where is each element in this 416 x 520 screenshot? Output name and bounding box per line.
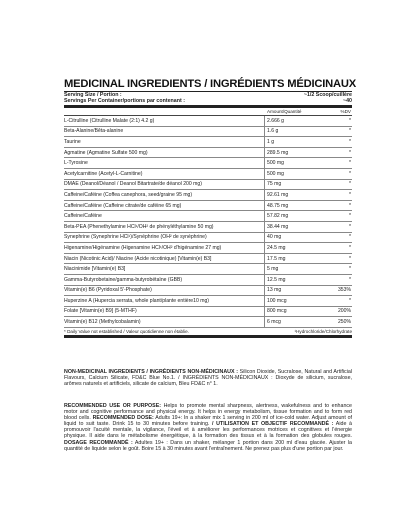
serving-size-label: Serving Size / Portion : [64,92,122,98]
ingredient-amount: 500 mg [264,169,325,179]
ingredient-amount: 24.5 mg [264,243,325,253]
ingredient-dv: * [349,117,351,124]
ingredient-row [64,190,352,201]
ingredient-name: Vitamin(e) B6 (Pyridoxal 5'-Phosphate) [64,287,152,294]
amount-column-header: Amount/Quantité [267,109,302,114]
column-header [64,108,352,116]
non-medicinal-label: NON-MEDICINAL INGREDIENTS / INGRÉDIENTS NON-MÉDICINAUX : [64,369,238,375]
ingredient-row [64,148,352,159]
footnote-row [64,328,352,338]
ingredient-name: L-Tyrosine [64,160,88,167]
non-medicinal-ingredients [64,369,352,387]
servings-per-container-value: ~40 [343,98,352,104]
ingredient-name: Huperzine A (Hupercia serrata, whole plant/plante entière10 mg) [64,297,209,304]
ingredient-row [64,307,352,318]
ingredient-amount: 1.6 g [264,127,325,137]
ingredient-name: Acetylcarnitine (Acetyl-L-Carnitine) [64,170,143,177]
ingredient-amount: 6 mcg [264,317,325,327]
ingredient-amount: 100 mcg [264,296,325,306]
ingredient-row [64,116,352,127]
ingredient-amount: 92.61 mg [264,190,325,200]
ingredient-name: Niacinimide [Vitamin(e) B3] [64,266,126,273]
ingredient-row [64,211,352,222]
fr-dose-label: DOSAGE RECOMMANDÉ : [64,439,133,446]
servings-per-container-label: Servings Per Container/portions par contenant : [64,98,185,104]
ingredient-row [64,296,352,307]
non-medicinal-text: Silicon Dioxide, Sucralose, Natural and Artificial Flavours, Calcium Silicate, FD&C Blue No.1. / INGRÉDIENTS NON-MÉDICINAUX : Dioxyde de silicium, sucralose, arômes naturels et artificiels, silicate de calcium, Bleu FD&C n° 1. [64,369,352,388]
ingredient-amount: 48.75 mg [264,201,325,211]
ingredient-dv: * [349,202,351,209]
ingredient-row [64,286,352,297]
ingredient-row [64,243,352,254]
panel-title: MEDICINAL INGREDIENTS / INGRÉDIENTS MÉDICINAUX [64,78,357,90]
ingredient-name: Beta-Alanine/Bêta-alanine [64,128,124,135]
ingredient-dv: * [349,234,351,241]
ingredient-dv: * [349,297,351,304]
ingredient-row [64,127,352,138]
recommended-dose-label: RECOMMENDED DOSE: [92,415,154,422]
ingredient-dv: * [349,128,351,135]
ingredient-row [64,254,352,265]
ingredient-amount: 5 mg [264,264,325,274]
ingredient-dv: * [349,170,351,177]
ingredient-dv: * [349,223,351,230]
recommended-dose-text: Adults 19+: In a shaker mix 1 serving in 200 ml of ice-cold water. Adjust amount of liquid to suit taste. Drink 15 to 30 minutes before training. [64,415,352,428]
ingredient-amount: 38.44 mg [264,222,325,232]
ingredient-dv: * [349,255,351,262]
ingredient-row [64,264,352,275]
ingredient-row [64,169,352,180]
ingredient-name: L-Citrulline (Citrulline Malate (2:1) 4.2 g) [64,117,155,124]
ingredient-amount: 2.666 g [264,116,325,126]
ingredient-name: Caffeine/Caféine [64,213,102,220]
recommended-use [64,403,352,452]
ingredient-name: Taurine [64,138,81,145]
fr-dose-text: Adultes 19+ : Dans un shaker, mélanger 1 portion dans 200 ml d'eau glacée. Ajuster la quantité de liquide selon le goût. Boire 15 à 30 minutes avant l'entraînement. Ne prenez pas plus d'une portion par jour. [64,439,352,452]
ingredient-dv: * [349,149,351,156]
ingredient-dv: 250% [337,319,351,326]
recommended-use-text: Helps to promote mental sharpness, alertness, wakefulness and to enhance motor and cognitive performance and physical energy. It helps in energy metabolism, tissue formation and to form red blood cells. [64,403,352,422]
dv-column-header: %DV [340,109,351,114]
fr-use-label: / UTILISATION ET OBJECTIF RECOMMANDÉ : [212,421,334,428]
ingredient-dv: 353% [337,287,351,294]
ingredient-amount: 57.82 mg [264,211,325,221]
ingredient-name: Vitamin(e) B12 (Methylcobalamin) [64,319,141,326]
ingredient-name: Agmatine (Agmatine Sulfate 500 mg) [64,149,148,156]
ingredient-row [64,180,352,191]
ingredient-row [64,275,352,286]
ingredient-row [64,233,352,244]
ingredient-amount: 12.5 mg [264,275,325,285]
ingredient-table [64,116,352,328]
ingredient-row [64,137,352,148]
ingredient-name: Synephrine (Synephrine HCl¹)/Synéphrine (OH² de synéphrine) [64,234,207,241]
ingredient-dv: * [349,191,351,198]
ingredient-amount: 800 mcg [264,307,325,317]
ingredient-dv: * [349,276,351,283]
supplement-facts-panel [64,78,357,338]
ingredient-amount: 17.5 mg [264,254,325,264]
ingredient-dv: * [349,244,351,251]
ingredient-row [64,158,352,169]
ingredient-row [64,201,352,212]
ingredient-row [64,317,352,328]
ingredient-name: Folate [Vitamin(e) B9] (5-MTHF) [64,308,137,315]
ingredient-amount: 40 mg [264,233,325,243]
serving-size-value: ~1/2 Scoop/cuillère [303,92,352,98]
servings-per-container-row [64,98,352,104]
ingredient-dv: 200% [337,308,351,315]
ingredient-name: Gamma-Butyrobetaine/gamma-butyrobétaïne (GBB) [64,276,183,283]
ingredient-amount: 500 mg [264,158,325,168]
ingredient-dv: * [349,138,351,145]
ingredient-amount: 289.5 mg [264,148,325,158]
ingredient-amount: 1 g [264,137,325,147]
ingredient-dv: * [349,160,351,167]
ingredient-amount: 13 mg [264,286,325,296]
ingredient-dv: * [349,213,351,220]
ingredient-name: Higenamine/Higénamine (Higenamine HCl¹/OH² d'higénamine 27 mg) [64,244,222,251]
recommended-use-label: RECOMMENDED USE OR PURPOSE: [64,403,161,409]
ingredient-name: DMAE (Deanol/Déanol / Deanol Bitartrate/de déanol 200 mg) [64,181,202,188]
ingredient-dv: * [349,266,351,273]
ingredient-amount: 75 mg [264,180,325,190]
ingredient-name: Caffeine/Caféine (Caffeine citrate/de caféine 65 mg) [64,202,182,209]
fr-use-text: Aide à promouvoir l'acuité mentale, la vigilance, l'éveil et à améliorer les performances motrices et cognitives et l'énergie physique. Il aide dans le métabolisme énergétique, à la formation des tissus et à la formation des globules rouges. [64,421,352,440]
ingredient-name: Niacin (Nicotinic Acid)/ Niacine (Acide nicotinique) [Vitamin(e) B3] [64,255,212,262]
ingredient-name: Caffeine/Caféine (Coffea canephora, seed/graine 95 mg) [64,191,193,198]
ingredient-name: Beta-PEA (Phenethylamine HCl¹/OH² de phényléthylamine 50 mg) [64,223,214,230]
ingredient-dv: * [349,181,351,188]
footnote-dv: * Daily Value not established / Valeur quotidienne non établie. [64,328,189,334]
footnote-hcl: ¹Hydrochloride/Chlorhydrate [294,328,352,334]
ingredient-row [64,222,352,233]
